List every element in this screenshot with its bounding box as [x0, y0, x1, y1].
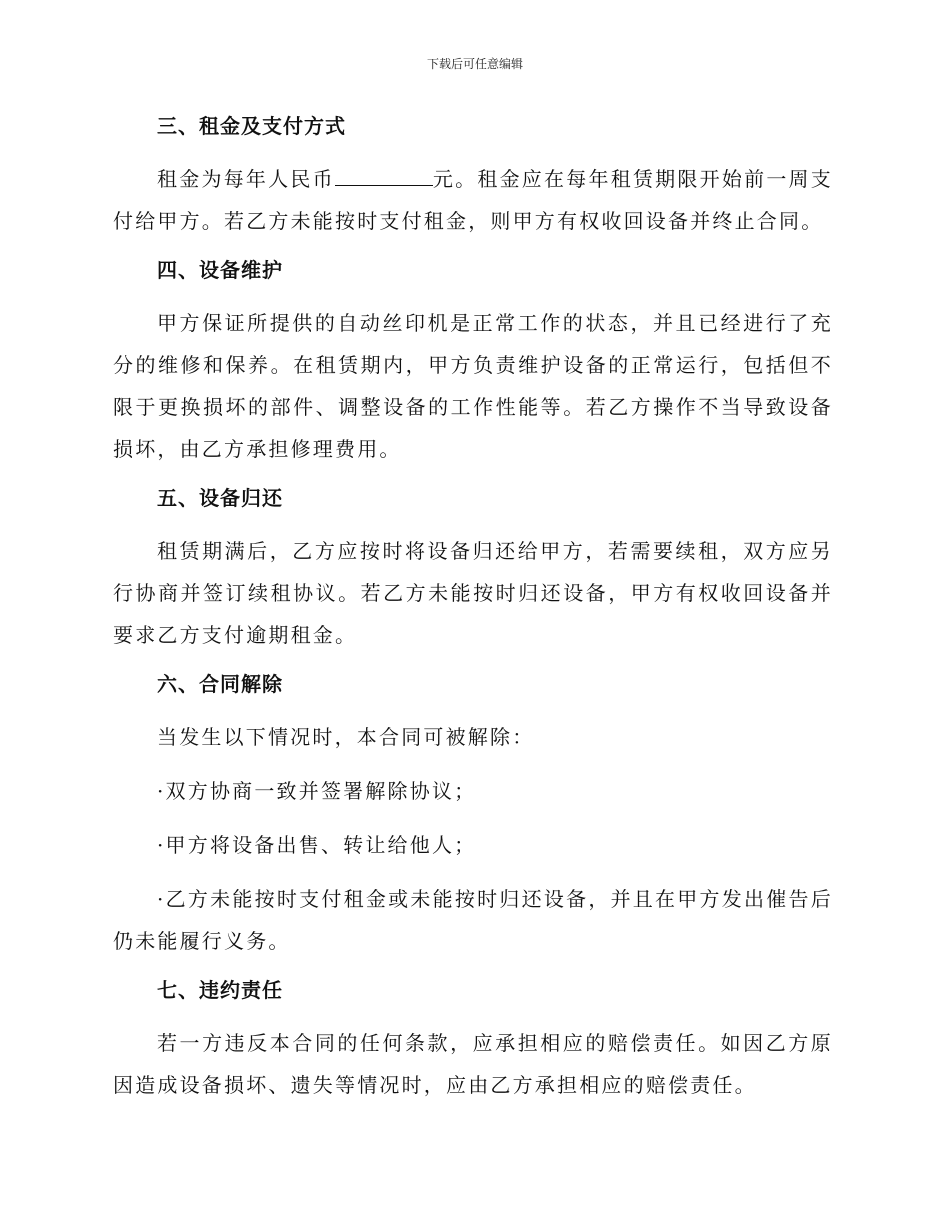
section-heading: 六、合同解除 [157, 672, 283, 696]
paragraph: 租赁期满后，乙方应按时将设备归还给甲方，若需要续租，双方应另行协商并签订续租协议。若乙方未能按时归还设备，甲方有权收回设备并要求乙方支付逾期租金。 [113, 539, 833, 647]
section-heading: 三、租金及支付方式 [157, 114, 346, 138]
rent-amount-blank [335, 165, 433, 186]
paragraph-text: 租金为每年人民币 [157, 167, 335, 191]
section-return [113, 482, 833, 656]
paragraph: 甲方保证所提供的自动丝印机是正常工作的状态，并且已经进行了充分的维修和保养。在租赁期内，甲方负责维护设备的正常运行，包括但不限于更换损坏的部件、调整设备的工作性能等。若乙方操作不当导致设备损坏，由乙方承担修理费用。 [113, 311, 833, 461]
section-heading: 四、设备维护 [157, 258, 283, 282]
paragraph: 当发生以下情况时，本合同可被解除： [157, 725, 535, 749]
section-rent-payment [113, 110, 833, 242]
section-liability [113, 974, 833, 1106]
paragraph: 若一方违反本合同的任何条款，应承担相应的赔偿责任。如因乙方原因造成设备损坏、遗失等情况时，应由乙方承担相应的赔偿责任。 [113, 1031, 833, 1097]
paragraph-text: 元。租金应在每年租赁期限开始前一周支付给甲方。若乙方未能按时支付租金，则甲方有权收回设备并终止合同。 [113, 167, 833, 233]
section-heading: 七、违约责任 [157, 978, 283, 1002]
section-termination [113, 668, 833, 962]
page-header-note: 下载后可任意编辑 [426, 57, 523, 71]
section-maintenance [113, 254, 833, 470]
paragraph [113, 158, 833, 242]
list-item: ·甲方将设备出售、转让给他人； [157, 833, 477, 857]
list-item: ·双方协商一致并签署解除协议； [157, 779, 477, 803]
section-heading: 五、设备归还 [157, 486, 283, 510]
document-body [113, 110, 833, 1118]
list-item: ·乙方未能按时支付租金或未能按时归还设备，并且在甲方发出催告后仍未能履行义务。 [113, 887, 833, 953]
